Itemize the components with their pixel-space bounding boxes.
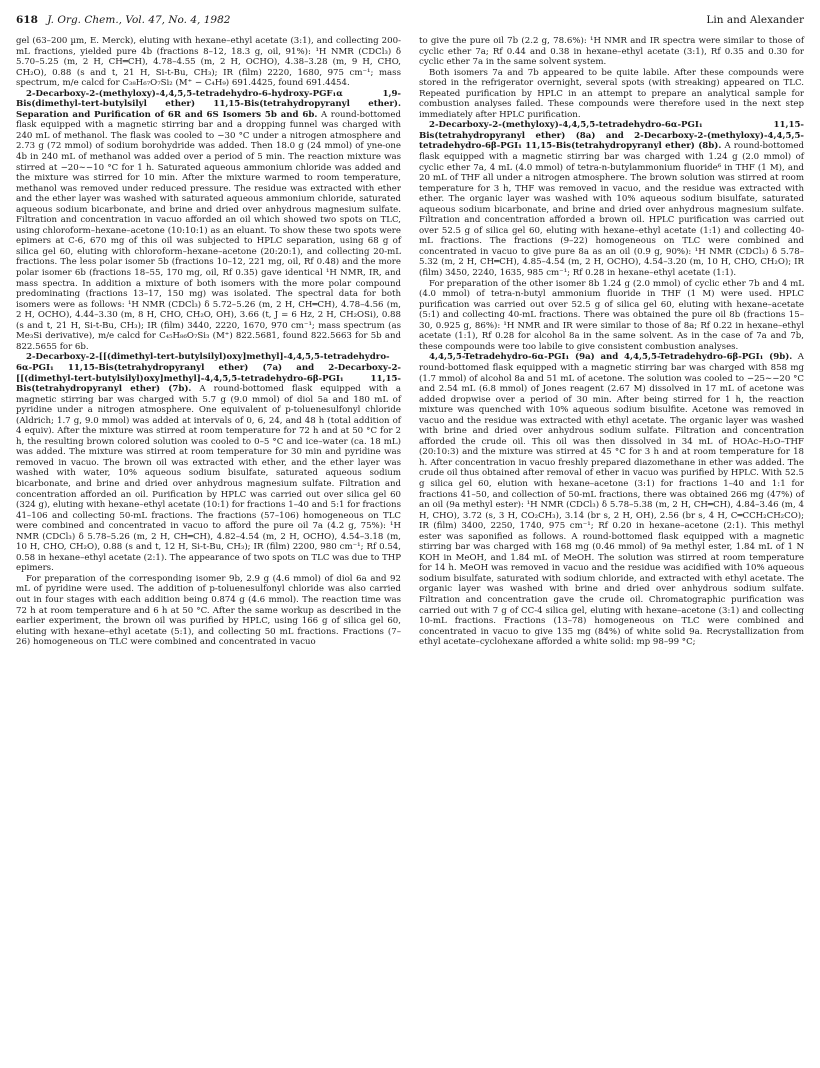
paragraph-text: A round-bottomed flask equipped with a magnetic stirring bar was charged with 5.7 g (9.0 mmol) of diol 5a and 180 mL of pyridine under a nitrogen atmosphere. One equivalent of p-toluenesulfonyl chloride (Aldrich; 1.7 g, 9.0 mmol) was added at intervals of 0, 6, 24, and 48 h (total addition of 4 equiv). After the mixture was stirred at room temperature for 72 h and at 50 °C for 2 h, the resulting brown colored solution was cooled to 0–5 °C and ice–water (ca. 18 mL) was added. The mixture was stirred at room temperature for 30 min and pyridine was removed in vacuo. The brown oil was extracted with ether, and the ether layer was washed with water, 10% aqueous sodium bisulfate, saturated aqueous sodium bicarbonate, and brine and dried over anhydrous magnesium sulfate. Filtration and concentration afforded an oil. Purification by HPLC was carried out over silica gel 60 (324 g), eluting with hexane–ethyl acetate (10:1) for fractions 1–40 and 5:1 for fractions 41–106 and collecting 50-mL fractions. The fractions (57–106) homogeneous on TLC were combined and concentrated in vacuo to afford the pure oil 7a (4.2 g, 75%): ¹H NMR (CDCl₃) δ 5.78–5.26 (m, 2 H, CH═CH), 4.82–4.54 (m, 2 H, OCHO), 4.54–3.18 (m, 10 H, CHO, CH₂O), 0.88 (s and t, 12 H, Si-t-Bu, CH₃); IR (film) 2200, 980 cm⁻¹; Rf 0.54, 0.58 in hexane–ethyl acetate (2:1). The appearance of two spots on TLC was due to THP epimers. — [16, 384, 401, 574]
paragraph-text: gel (63–200 µm, E. Merck), eluting with hexane–ethyl acetate (3:1), and collecting 200-mL fractions, yielded pure 4b (fractions 8–12, 18.3 g, oil, 91%): ¹H NMR (CDCl₃) δ 5.70–5.25 (m, 2 H, CH═CH), 4.78–4.55 (m, 2 H, OCHO), 4.38–3.28 (m, 9 H, CHO, CH₂O), 0.88 (s and t, 21 H, Si-t-Bu, CH₃); IR (film) 2220, 1680, 975 cm⁻¹; mass spectrum, m/e calcd for C₃₈H₆₇O₇Si₂ (M⁺ − C₄H₉) 691.4425, found 691.4454. — [16, 36, 401, 89]
left-column — [16, 36, 401, 648]
paragraph — [16, 36, 401, 89]
paragraph — [419, 68, 804, 121]
paragraph — [419, 120, 804, 278]
right-column — [419, 36, 804, 648]
paragraph — [419, 36, 804, 68]
paragraph — [419, 279, 804, 353]
paragraph — [16, 574, 401, 648]
journal-citation: J. Org. Chem., Vol. 47, No. 4, 1982 — [47, 14, 231, 26]
paragraph-heading: 4,4,5,5-Tetradehydro-6α-PGI₁ (9a) and 4,4,5,5-Tetradehydro-6β-PGI₁ (9b). — [429, 352, 793, 363]
paragraph-text: For preparation of the other isomer 8b 1.24 g (2.0 mmol) of cyclic ether 7b and 4 mL (4.0 mmol) of tetra-n-butyl ammonium fluoride in THF (1 M) were used. HPLC purification was carried out over 52.5 g of silica gel 60, eluting with hexane–acetate (5:1) and collecting 40-mL fractions. There was obtained the pure oil 8b (fractions 15–30, 0.925 g, 86%): ¹H NMR and IR were similar to those of 8a; Rf 0.22 in hexane–ethyl acetate (1:1), Rf 0.28 for alcohol 8a in the same solvent. As in the case of 7a and 7b, these compounds were too labile to give consistent combustion analyses. — [419, 278, 804, 352]
paragraph-text: For preparation of the corresponding isomer 9b, 2.9 g (4.6 mmol) of diol 6a and 92 mL of pyridine were used. The addition of p-toluenesulfonyl chloride was also carried out in four stages with each addition being 0.874 g (4.6 mmol). The reaction time was 72 h at room temperature and 6 h at 50 °C. After the same workup as described in the earlier experiment, the brown oil was purified by HPLC, using 166 g of silica gel 60, eluting with hexane–ethyl acetate (5:1), and collecting 50 mL fractions. Fractions (7–26) homogeneous on TLC were combined and concentrated in vacuo — [16, 573, 401, 648]
header-left — [16, 14, 236, 30]
paragraph — [419, 352, 804, 647]
paragraph — [16, 89, 401, 353]
paragraph-text: A round-bottomed flask equipped with a magnetic stirring bar was charged with 1.24 g (2.0 mmol) of cyclic ether 7a, 4 mL (4.0 mmol) of tetra-n-butylammonium fluoride⁶ in THF (1 M), and 20 mL of THF all under a nitrogen atmosphere. The brown solution was stirred at room temperature for 3 h, THF was removed in vacuo, and the residue was extracted with ether. The organic layer was washed with 10% aqueous sodium bisulfate, saturated aqueous sodium bicarbonate, and brine and dried over anhydrous magnesium sulfate. Filtration and concentration afforded a brown oil. HPLC purification was carried out over 52.5 g of silica gel 60, eluting with hexane–ethyl acetate (1:1) and collecting 40-mL fractions. The fractions (9–22) homogeneous on TLC were combined and concentrated in vacuo to give pure 8a as an oil (0.9 g, 90%): ¹H NMR (CDCl₃) δ 5.78–5.32 (m, 2 H, CH═CH), 4.85–4.54 (m, 2 H, OCHO), 4.54–3.20 (m, 10 H, CHO, CH₂O); IR (film) 3450, 2240, 1635, 985 cm⁻¹; Rf 0.28 in hexane–ethyl acetate (1:1). — [419, 141, 805, 279]
paragraph-text: to give the pure oil 7b (2.2 g, 78.6%): ¹H NMR and IR spectra were similar to those of cyclic ether 7a; Rf 0.44 and 0.38 in hexane–ethyl acetate (3:1), Rf 0.35 and 0.30 for cyclic ether 7a in the same solvent system. — [419, 36, 804, 68]
page-number: 618 — [16, 14, 38, 26]
paragraph-text: Both isomers 7a and 7b appeared to be quite labile. After these compounds were stored in the refrigerator overnight, several spots (with streaking) appeared on TLC. Repeated purification by HPLC in an attempt to prepare an analytical sample for combustion analyses failed. These compounds were therefore used in the next step immediately after HPLC purification. — [419, 67, 804, 120]
paragraph-text: A round-bottomed flask equipped with a magnetic stirring bar was charged with 858 mg (1.7 mmol) of alcohol 8a and 51 mL of acetone. The solution was cooled to −25∼−20 °C and 2.54 mL (6.8 mmol) of Jones reagent (2.67 M) dissolved in 17 mL of acetone was added dropwise over a period of 30 min. After being stirred for 1 h, the reaction mixture was quenched with 10% aqueous sodium bisulfite. Acetone was removed in vacuo and the residue was extracted with ethyl acetate. The organic layer was washed with brine and dried over anhydrous sodium sulfate. Filtration and concentration afforded the crude oil. This oil was then dissolved in 34 mL of HOAc–H₂O–THF (20:10:3) and the mixture was stirred at 45 °C for 3 h and at room temperature for 18 h. After concentration in vacuo freshly prepared diazomethane in ether was added. The crude oil thus obtained after removal of ether in vacuo was purified by HPLC. With 52.5 g silica gel 60, elution with hexane–acetone (3:1) for fractions 1–40 and 1:1 for fractions 41–50, and collection of 50-mL fractions, there was obtained 266 mg (47%) of an oil (9a methyl ester): ¹H NMR (CDCl₃) δ 5.78–5.38 (m, 2 H, CH═CH), 4.84–3.46 (m, 4 H, CHO), 3.72 (s, 3 H, CO₂CH₃), 3.14 (br s, 2 H, OH), 2.56 (br s, 4 H, C═CCH₂CH₂CO); IR (film) 3400, 2250, 1740, 975 cm⁻¹; Rf 0.20 in hexane–acetone (2:1). This methyl ester was saponified as follows. A round-bottomed flask equipped with a magnetic stirring bar was charged with 168 mg (0.46 mmol) of 9a methyl ester, 1.84 mL of 1 N KOH in MeOH, and 1.84 mL of MeOH. The solution was stirred at room temperature for 14 h. MeOH was removed in vacuo and the residue was acidified with 10% aqueous sodium bisulfate, saturated with sodium chloride, and extracted with ethyl acetate. The organic layer was washed with brine and dried over anhydrous sodium sulfate. Filtration and concentration gave the crude oil. Chromatographic purification was carried out with 7 g of CC-4 silica gel, eluting with hexane–acetone (3:1) and collecting 10-mL fractions. Fractions (13–78) homogeneous on TLC were combined and concentrated in vacuo to give 135 mg (84%) of white solid 9a. Recrystallization from ethyl acetate–cyclohexane afforded a white solid: mp 98–99 °C; — [419, 352, 804, 648]
paragraph-heading: 2-Decarboxy-2-(methyloxy)-4,4,5,5-tetradehydro-6α-PGI₁ 11,15-Bis(tetrahydropyranyl ether) (8a) and 2-Decarboxy-2-(methyloxy)-4,4,5,5-tetradehydro-6β-PGI₁ 11,15-Bis(tetrahydropyranyl ether) (8b). — [419, 120, 804, 152]
paragraph-heading: 2-Decarboxy-2-[[(dimethyl-tert-butylsilyl)oxy]methyl]-4,4,5,5-tetradehydro-6α-PGI₁ 11,15-Bis(tetrahydropyranyl ether) (7a) and 2-Decarboxy-2-[[(dimethyl-tert-butylsilyl)oxy]methyl]-4,4,5,5-tetradehydro-6β-PGI₁ 11,15-Bis(tetrahydropyranyl ether) (7b). — [16, 352, 401, 395]
paragraph-heading: 2-Decarboxy-2-(methyloxy)-4,4,5,5-tetradehydro-6-hydroxy-PGF₁α 1,9-Bis(dimethyl-tert-butylsilyl ether) 11,15-Bis(tetrahydropyranyl ether). Separation and Purification of 6R and 6S Isomers 5b and 6b. — [16, 88, 401, 120]
running-header — [16, 14, 804, 30]
paragraph — [16, 352, 401, 573]
paragraph-text: A round-bottomed flask equipped with a magnetic stirring bar and a dropping funnel was charged with 240 mL of methanol. The flask was cooled to −30 °C under a nitrogen atmosphere and 2.73 g (72 mmol) of sodium borohydride was added. Then 18.0 g (24 mmol) of yne-one 4b in 240 mL of methanol was added over a period of 5 min. The reaction mixture was stirred at −20∼−10 °C for 1 h. Saturated aqueous ammonium chloride was added and the mixture was stirred for 10 min. After the mixture warmed to room temperature, methanol was removed under reduced pressure. The residue was extracted with ether and the ether layer was washed with saturated aqueous ammonium chloride, saturated aqueous sodium bicarbonate, and brine and dried over anhydrous magnesium sulfate. Filtration and concentration in vacuo afforded an oil which showed two spots on TLC, using chloroform–hexane–acetone (10:10:1) as an eluant. To show these two spots were epimers at C-6, 670 mg of this oil was subjected to HPLC separation, using 68 g of silica gel 60, eluting with chloroform–hexane–acetone (20:20:1), and collecting 20-mL fractions. The less polar isomer 5b (fractions 10–12, 221 mg, oil, Rf 0.48) and the more polar isomer 6b (fractions 18–55, 170 mg, oil, Rf 0.35) gave identical ¹H NMR, IR, and mass spectra. In addition a mixture of both isomers with the more polar compound predominating (fractions 13–17, 150 mg) was isolated. The spectral data for both isomers were as follows: ¹H NMR (CDCl₃) δ 5.72–5.26 (m, 2 H, CH═CH), 4.78–4.56 (m, 2 H, OCHO), 4.44–3.30 (m, 8 H, CHO, CH₂O, OH), 3.66 (t, J = 6 Hz, 2 H, CH₂OSi), 0.88 (s and t, 21 H, Si-t-Bu, CH₃); IR (film) 3440, 2220, 1670, 970 cm⁻¹; mass spectrum (as Me₃Si derivative), m/e calcd for C₄₅H₈₆O₇Si₃ (M⁺) 822.5681, found 822.5663 for 5b and 822.5655 for 6b. — [16, 109, 401, 352]
header-authors: Lin and Alexander — [706, 14, 804, 26]
